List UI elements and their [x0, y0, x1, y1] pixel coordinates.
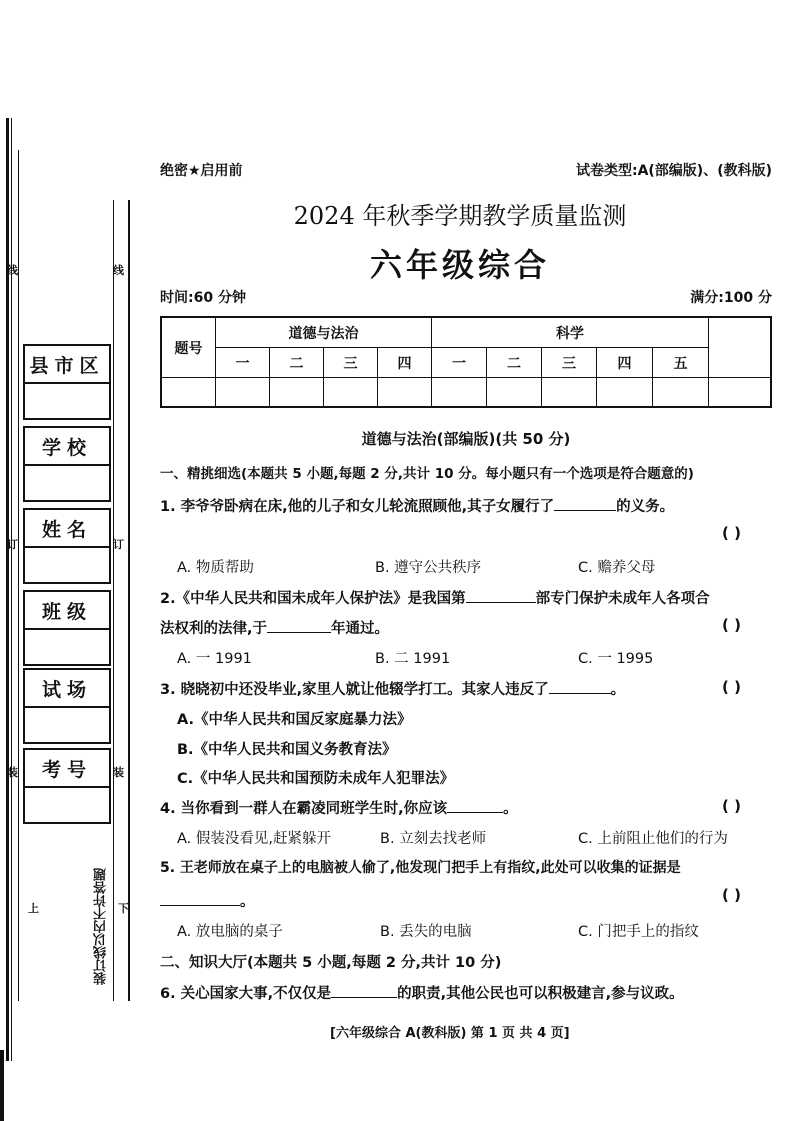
group-science: 科学 — [432, 318, 709, 348]
class-label: 班级 — [25, 592, 109, 630]
q2-text — [160, 587, 710, 608]
school-label: 学校 — [25, 428, 109, 466]
total-score-cell[interactable] — [709, 378, 770, 406]
county-box[interactable] — [23, 344, 111, 420]
q3-part-b: 。 — [610, 682, 626, 698]
binding-line — [6, 118, 9, 1061]
school-field[interactable] — [25, 466, 109, 500]
q3-option-c[interactable]: C.《中华人民共和国预防未成年人犯罪法》 — [177, 771, 455, 787]
exam-title: 2024 年秋季学期教学质量监测 — [293, 202, 627, 230]
part1-heading: 一、精挑细选(本题共 5 小题,每题 2 分,共计 10 分。每小题只有一个选项是符合题意的) — [160, 466, 694, 482]
section-title: 道德与法治(部编版)(共 50 分) — [361, 430, 571, 448]
score-cell[interactable] — [432, 378, 487, 406]
moral-col: 四 — [378, 348, 432, 378]
score-cell[interactable] — [270, 378, 324, 406]
q5-option-c[interactable]: C. 门把手上的指纹 — [578, 924, 699, 940]
county-label: 县市区 — [25, 346, 109, 384]
q1-option-c[interactable]: C. 赡养父母 — [578, 560, 656, 576]
name-field[interactable] — [25, 548, 109, 582]
score-cell[interactable] — [653, 378, 709, 406]
q2-option-a[interactable]: A. 一 1991 — [177, 651, 252, 667]
binding-strip — [0, 0, 140, 1121]
q3-text — [160, 678, 625, 699]
q4-part-b: 。 — [503, 801, 518, 817]
name-box[interactable] — [23, 508, 111, 584]
q6-part-a: 6. 关心国家大事,不仅仅是 — [160, 986, 332, 1002]
q3-blank[interactable] — [549, 679, 611, 695]
exam-room-box[interactable] — [23, 668, 111, 744]
exam-number-label: 考号 — [25, 750, 109, 788]
q4-text — [160, 797, 518, 818]
q6-blank[interactable] — [331, 983, 397, 999]
q2-blank-2[interactable] — [267, 618, 331, 634]
staple-char: 装 — [7, 766, 18, 779]
q3-option-a[interactable]: A.《中华人民共和国反家庭暴力法》 — [177, 712, 412, 728]
q2-blank-1[interactable] — [466, 588, 536, 604]
q5-part-a: 5. 王老师放在桌子上的电脑被人偷了,他发现门把手上有指纹,此处可以收集的证据是 — [160, 860, 681, 876]
science-col: 四 — [597, 348, 653, 378]
binding-warning: 装订线以内不许答题 — [94, 868, 109, 985]
q1-part-b: 的义务。 — [616, 499, 675, 515]
q4-option-c[interactable]: C. 上前阻止他们的行为 — [578, 831, 728, 847]
bind-char: 订 — [113, 538, 124, 551]
binding-line — [18, 150, 19, 1001]
class-box[interactable] — [23, 590, 111, 666]
science-col: 五 — [653, 348, 709, 378]
q1-blank[interactable] — [554, 496, 616, 512]
q2-part-a: 2.《中华人民共和国未成年人保护法》是我国第 — [160, 591, 466, 607]
total-cell — [709, 318, 770, 378]
q1-answer-paren[interactable]: ( ) — [722, 524, 741, 542]
full-score: 满分:100 分 — [690, 290, 772, 306]
line-char: 线 — [7, 264, 18, 277]
score-cell[interactable] — [216, 378, 270, 406]
q2-part-c: 法权利的法律,于 — [160, 621, 268, 637]
score-table — [160, 316, 772, 408]
q6-part-b: 的职责,其他公民也可以积极建言,参与议政。 — [397, 986, 684, 1002]
bottom-char: 下 — [118, 902, 129, 915]
moral-col: 三 — [324, 348, 378, 378]
group-moral: 道德与法治 — [216, 318, 432, 348]
binding-line — [113, 200, 114, 1001]
q4-part-a: 4. 当你看到一群人在霸凌同班学生时,你应该 — [160, 801, 448, 817]
q5-blank[interactable] — [160, 891, 240, 907]
score-cell[interactable] — [324, 378, 378, 406]
score-cell[interactable] — [162, 378, 216, 406]
q3-part-a: 3. 晓晓初中还没毕业,家里人就让他辍学打工。其家人违反了 — [160, 682, 549, 698]
binding-line — [11, 118, 12, 1061]
score-cell[interactable] — [542, 378, 597, 406]
school-box[interactable] — [23, 426, 111, 502]
q5-option-a[interactable]: A. 放电脑的桌子 — [177, 924, 283, 940]
top-char: 上 — [28, 902, 39, 915]
exam-number-field[interactable] — [25, 788, 109, 822]
q1-option-a[interactable]: A. 物质帮助 — [177, 560, 254, 576]
q5-text-cont — [160, 890, 255, 911]
q4-answer-paren[interactable]: ( ) — [722, 797, 741, 815]
q2-part-d: 年通过。 — [331, 621, 390, 637]
score-cell[interactable] — [378, 378, 432, 406]
exam-number-box[interactable] — [23, 748, 111, 824]
score-cell[interactable] — [597, 378, 653, 406]
science-col: 三 — [542, 348, 597, 378]
q3-answer-paren[interactable]: ( ) — [722, 678, 741, 696]
q2-answer-paren[interactable]: ( ) — [722, 616, 741, 634]
binding-line — [128, 200, 130, 1001]
q2-part-b: 部专门保护未成年人各项合 — [535, 591, 710, 607]
staple-char: 装 — [113, 766, 124, 779]
score-cell[interactable] — [487, 378, 542, 406]
page-footer: [六年级综合 A(教科版) 第 1 页 共 4 页] — [330, 1026, 570, 1041]
exam-subtitle: 六年级综合 — [369, 246, 550, 284]
q1-part-a: 1. 李爷爷卧病在床,他的儿子和女儿轮流照顾他,其子女履行了 — [160, 499, 555, 515]
q2-text-cont — [160, 617, 389, 638]
q6-text — [160, 982, 684, 1003]
county-field[interactable] — [25, 384, 109, 418]
exam-time: 时间:60 分钟 — [160, 290, 246, 306]
science-col: 二 — [487, 348, 542, 378]
moral-col: 一 — [216, 348, 270, 378]
q1-text — [160, 495, 674, 516]
exam-room-field[interactable] — [25, 708, 109, 742]
exam-room-label: 试场 — [25, 670, 109, 708]
secret-mark: 绝密★启用前 — [160, 163, 243, 179]
moral-col: 二 — [270, 348, 324, 378]
bind-char: 订 — [7, 538, 18, 551]
row-label: 题号 — [162, 318, 216, 378]
q5-option-b[interactable]: B. 丢失的电脑 — [380, 924, 472, 940]
paper-type: 试卷类型:A(部编版)、(教科版) — [575, 163, 772, 179]
part2-heading: 二、知识大厅(本题共 5 小题,每题 2 分,共计 10 分) — [160, 955, 502, 971]
q1-option-b[interactable]: B. 遵守公共秩序 — [375, 560, 482, 576]
q4-option-b[interactable]: B. 立刻去找老师 — [380, 831, 487, 847]
binding-edge — [0, 1050, 4, 1121]
science-col: 一 — [432, 348, 487, 378]
q2-option-c[interactable]: C. 一 1995 — [578, 651, 654, 667]
q4-option-a[interactable]: A. 假装没看见,赶紧躲开 — [177, 831, 331, 847]
q4-blank[interactable] — [447, 798, 503, 814]
q5-part-b: 。 — [240, 894, 255, 910]
class-field[interactable] — [25, 630, 109, 664]
q2-option-b[interactable]: B. 二 1991 — [375, 651, 451, 667]
name-label: 姓名 — [25, 510, 109, 548]
q5-answer-paren[interactable]: ( ) — [722, 886, 741, 904]
line-char: 线 — [113, 264, 124, 277]
q3-option-b[interactable]: B.《中华人民共和国义务教育法》 — [177, 742, 397, 758]
